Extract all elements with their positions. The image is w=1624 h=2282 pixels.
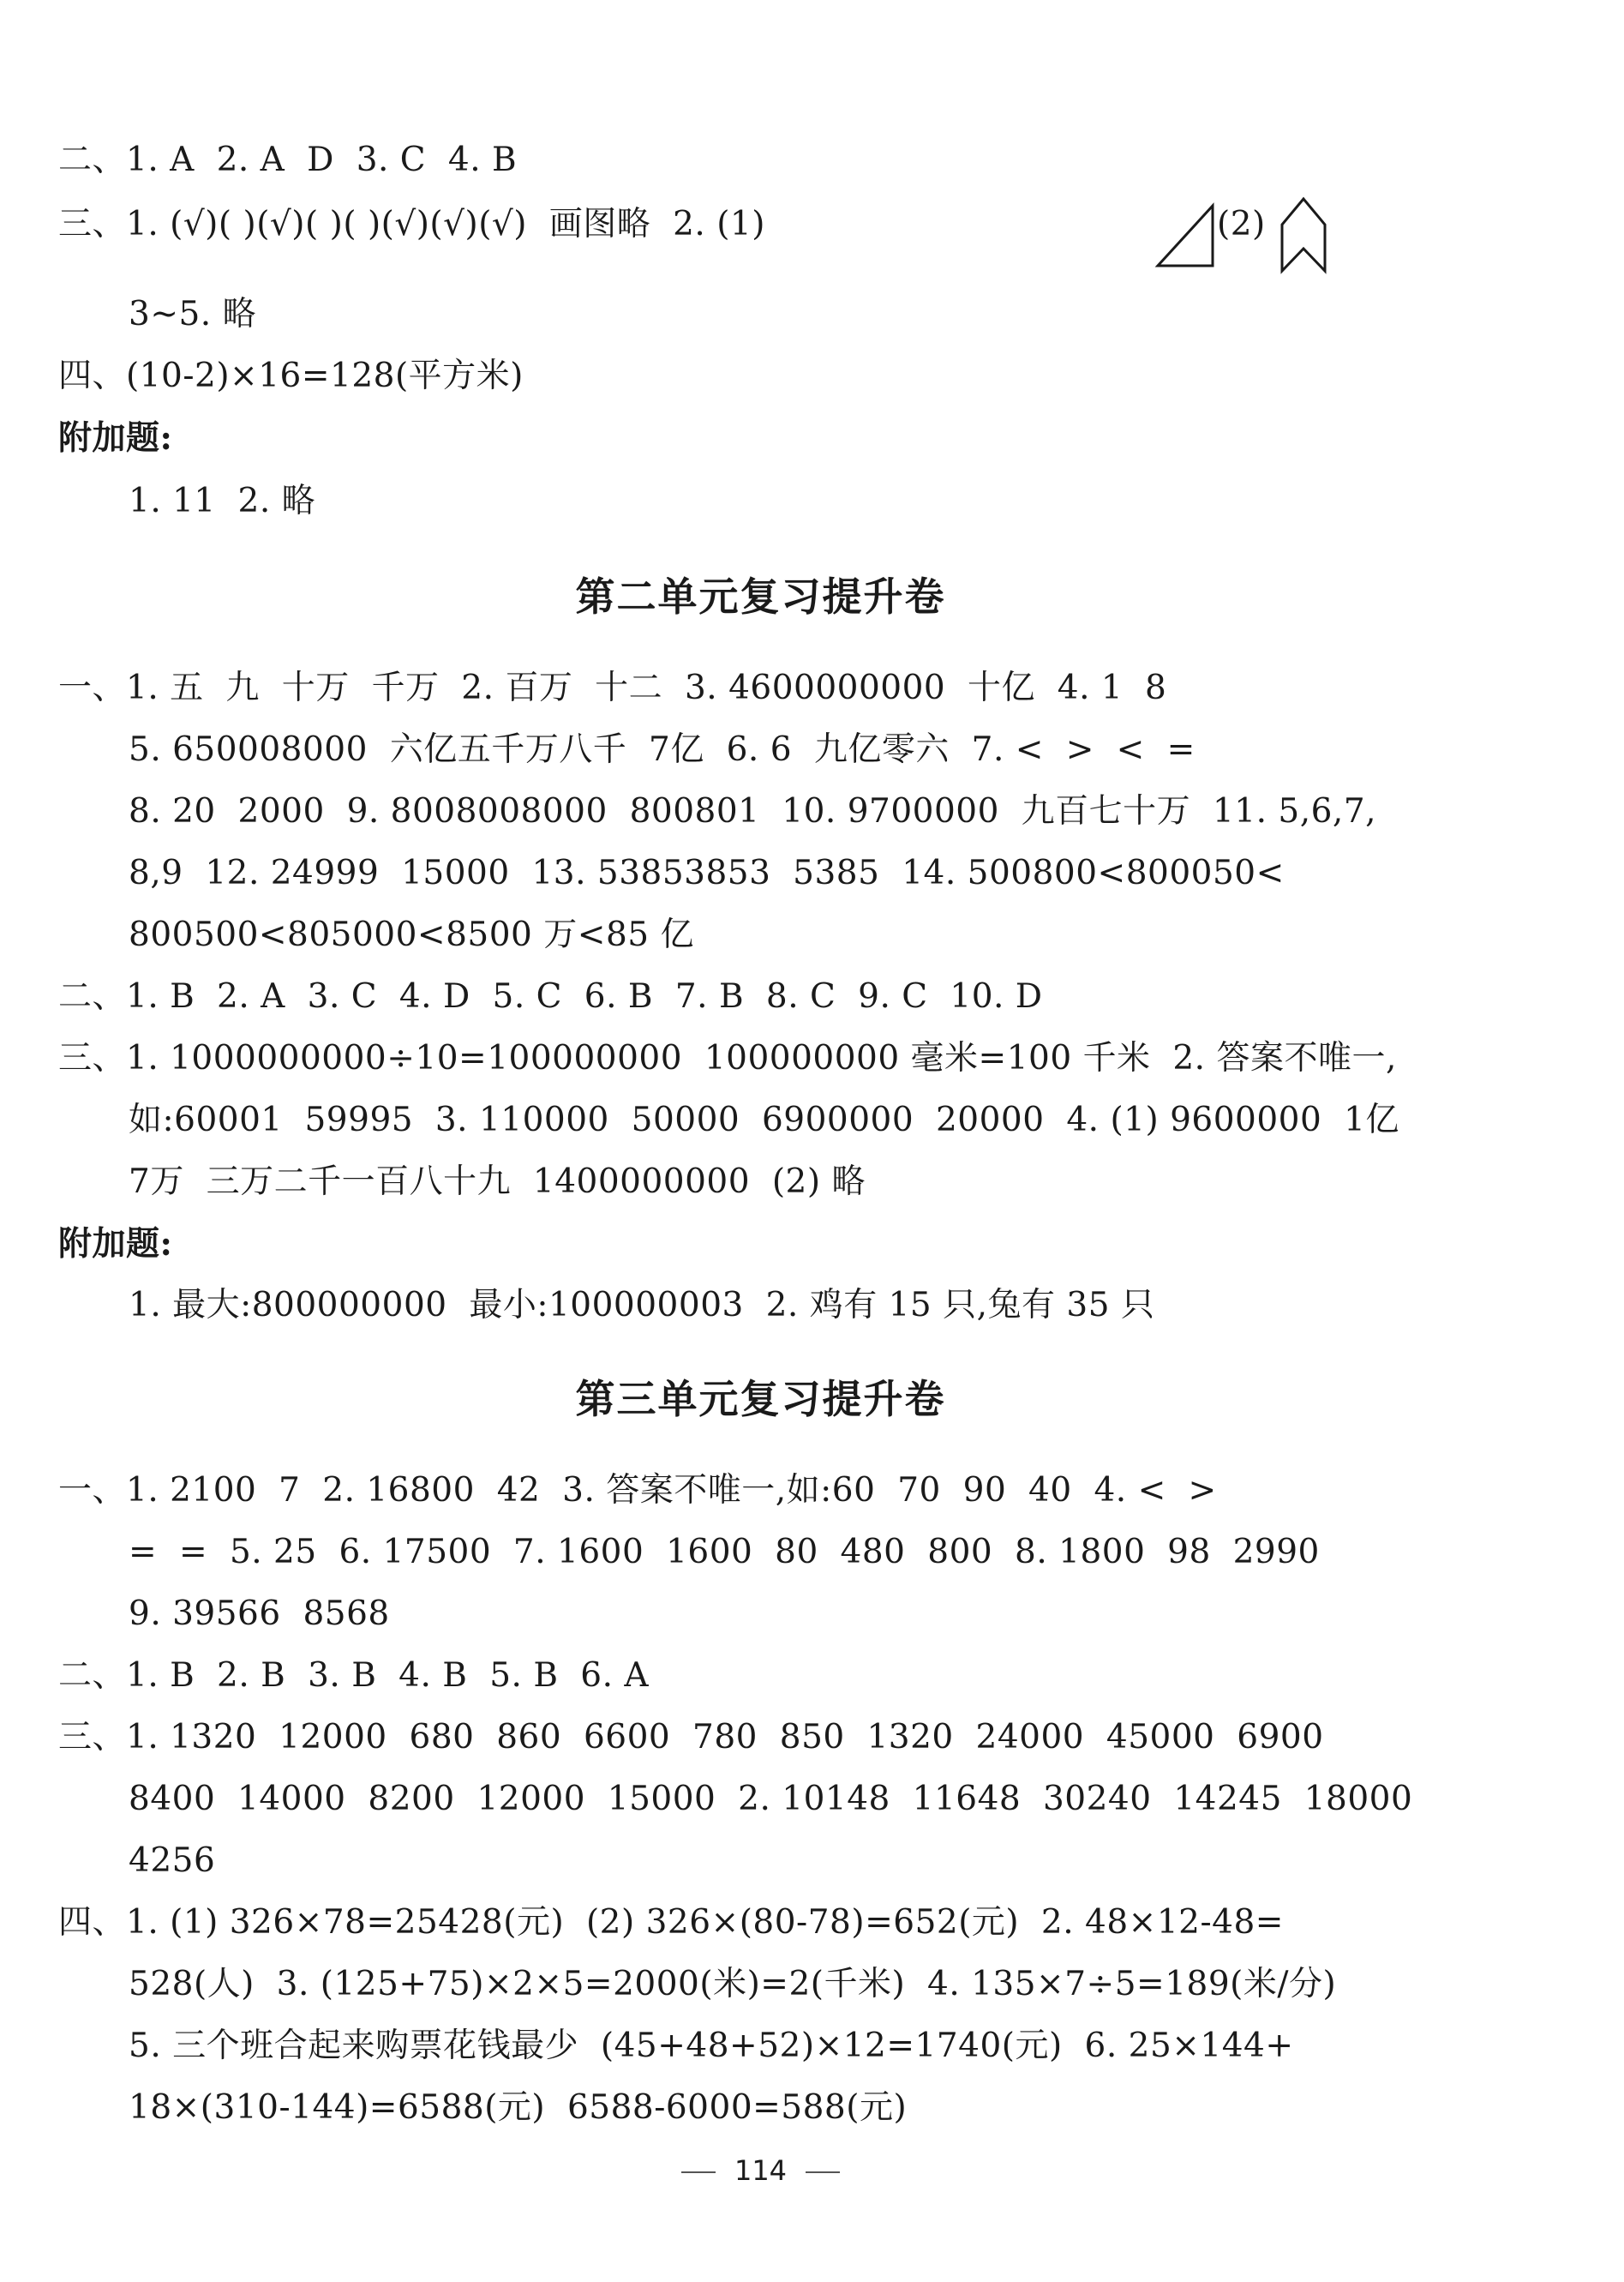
answer-line: 7万 三万二千一百八十九 1400000000 (2) 略 (129, 1162, 866, 1201)
section-label: 附加题: (58, 418, 173, 458)
answer-line: 8,9 12. 24999 15000 13. 53853853 5385 14. 500800<800050< (129, 854, 1285, 892)
answer-line: 8400 14000 8200 12000 15000 2. 10148 11648 30240 14245 18000 (129, 1780, 1413, 1818)
answer-line: 如:60001 59995 3. 110000 50000 6900000 20000 4. (1) 9600000 1亿 (129, 1101, 1399, 1139)
answer-line: 四、1. (1) 326×78=25428(元) (2) 326×(80-78)=652(元) 2. 48×12-48= (58, 1903, 1284, 1942)
answer-line: 一、1. 五 九 十万 千万 2. 百万 十二 3. 4600000000 十亿 4. 1 8 (58, 669, 1167, 707)
answer-line: 三、1. 1320 12000 680 860 6600 780 850 1320 24000 45000 6900 (58, 1718, 1324, 1757)
answer-line: 9. 39566 8568 (129, 1594, 390, 1633)
answer-line: 一、1. 2100 7 2. 16800 42 3. 答案不唯一,如:60 70 90 40 4. < > (58, 1471, 1217, 1510)
answer-line: 四、(10-2)×16=128(平方米) (58, 357, 524, 395)
answer-line: 4256 (129, 1841, 216, 1880)
answer-line: 三、1. (√)( )(√)( )( )(√)(√)(√) 画图略 2. (1) (58, 205, 765, 243)
section-label: 附加题: (58, 1224, 173, 1264)
answer-line: (2) (1217, 205, 1266, 243)
footer-dash-left (681, 2171, 716, 2173)
answer-line: 二、1. A 2. A D 3. C 4. B (58, 141, 518, 179)
answer-line: = = 5. 25 6. 17500 7. 1600 1600 80 480 800 8. 1800 98 2990 (129, 1533, 1320, 1571)
pentagon-figure (1279, 195, 1328, 274)
answer-line: 3~5. 略 (129, 295, 257, 333)
answer-line: 二、1. B 2. B 3. B 4. B 5. B 6. A (58, 1656, 650, 1695)
answer-line: 18×(310-144)=6588(元) 6588-6000=588(元) (129, 2088, 908, 2127)
footer-dash-right (806, 2171, 840, 2173)
answer-line: 二、1. B 2. A 3. C 4. D 5. C 6. B 7. B 8. C 9. C 10. D (58, 977, 1043, 1016)
answer-line: 1. 最大:800000000 最小:100000003 2. 鸡有 15 只,兔有 35 只 (129, 1286, 1155, 1324)
answer-line: 1. 11 2. 略 (129, 482, 316, 520)
page-number: 114 (734, 2154, 788, 2187)
section-title-unit3: 第三单元复习提升卷 (575, 1376, 946, 1422)
answer-line: 三、1. 1000000000÷10=100000000 100000000 毫米=100 千米 2. 答案不唯一, (58, 1039, 1397, 1078)
answer-line: 8. 20 2000 9. 8008008000 800801 10. 9700000 九百七十万 11. 5,6,7, (129, 792, 1377, 831)
answer-line: 800500<805000<8500 万<85 亿 (129, 916, 694, 954)
answer-line: 5. 650008000 六亿五千万八千 7亿 6. 6 九亿零六 7. < > < = (129, 730, 1196, 769)
section-title-unit2: 第二单元复习提升卷 (575, 574, 946, 620)
page-footer (0, 2152, 1521, 2189)
answer-line: 5. 三个班合起来购票花钱最少 (45+48+52)×12=1740(元) 6. 25×144+ (129, 2027, 1294, 2065)
answer-line: 528(人) 3. (125+75)×2×5=2000(米)=2(千米) 4. 135×7÷5=189(米/分) (129, 1965, 1337, 2003)
triangle-figure (1153, 201, 1221, 271)
